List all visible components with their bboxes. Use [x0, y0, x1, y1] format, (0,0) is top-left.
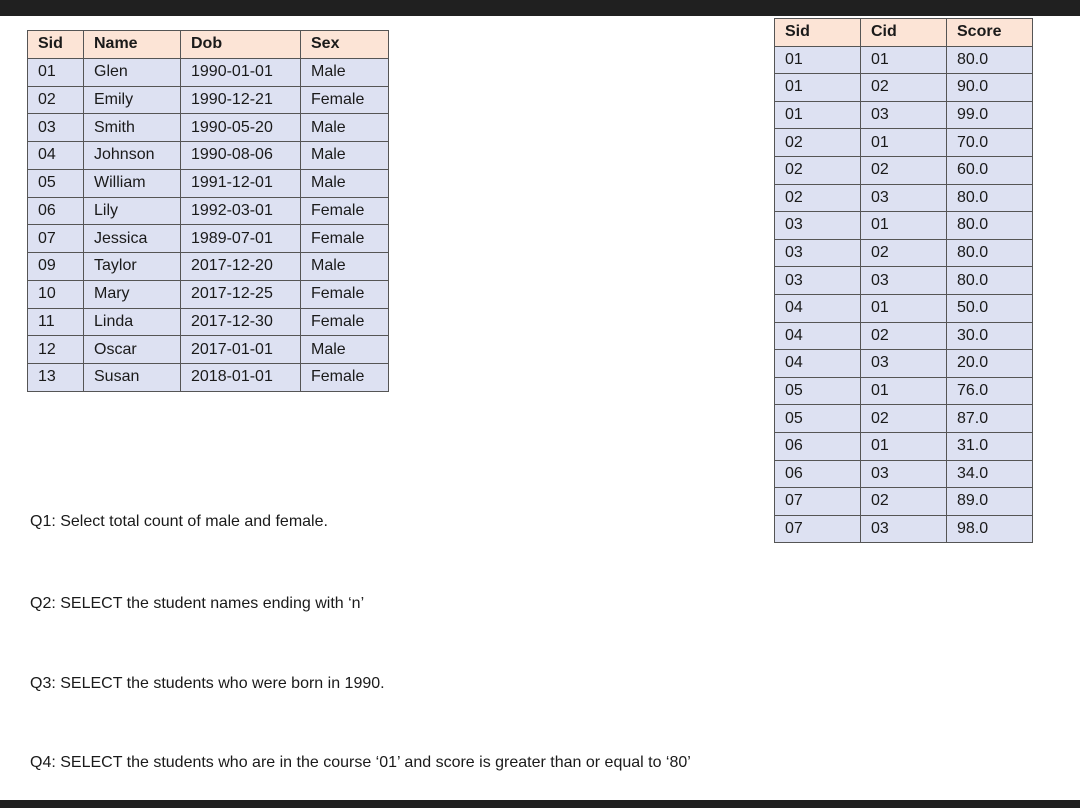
cell-sex: Male [301, 169, 389, 197]
cell-score: 50.0 [947, 294, 1033, 322]
table-row [775, 294, 1033, 322]
cell-sid: 02 [775, 156, 861, 184]
table-row [28, 280, 389, 308]
cell-name: Johnson [84, 142, 181, 170]
cell-sid: 02 [775, 184, 861, 212]
cell-score: 20.0 [947, 350, 1033, 378]
table-row [775, 239, 1033, 267]
cell-score: 99.0 [947, 101, 1033, 129]
cell-sex: Female [301, 225, 389, 253]
table-row [28, 169, 389, 197]
cell-sid: 11 [28, 308, 84, 336]
table-row [775, 432, 1033, 460]
cell-cid: 01 [861, 46, 947, 74]
cell-sid: 12 [28, 336, 84, 364]
cell-cid: 01 [861, 212, 947, 240]
cell-sid: 02 [28, 86, 84, 114]
cell-name: Jessica [84, 225, 181, 253]
cell-sid: 04 [775, 350, 861, 378]
cell-score: 34.0 [947, 460, 1033, 488]
table-row [28, 197, 389, 225]
cell-name: Glen [84, 58, 181, 86]
cell-sid: 04 [775, 322, 861, 350]
cell-sid: 01 [775, 101, 861, 129]
column-header-sid: Sid [28, 31, 84, 59]
cell-score: 76.0 [947, 377, 1033, 405]
table-row [775, 515, 1033, 543]
cell-sid: 05 [775, 405, 861, 433]
cell-cid: 02 [861, 156, 947, 184]
scores-table-body [775, 46, 1033, 543]
cell-sid: 07 [775, 488, 861, 516]
cell-name: Oscar [84, 336, 181, 364]
table-row [28, 58, 389, 86]
table-row [775, 46, 1033, 74]
table-row [775, 322, 1033, 350]
table-row [28, 336, 389, 364]
cell-name: Smith [84, 114, 181, 142]
table-row [775, 267, 1033, 295]
cell-sid: 05 [28, 169, 84, 197]
cell-score: 31.0 [947, 432, 1033, 460]
header-row [775, 19, 1033, 47]
cell-cid: 02 [861, 74, 947, 102]
table-row [775, 184, 1033, 212]
cell-score: 80.0 [947, 212, 1033, 240]
cell-sex: Female [301, 197, 389, 225]
cell-cid: 01 [861, 129, 947, 157]
cell-name: Emily [84, 86, 181, 114]
cell-score: 80.0 [947, 267, 1033, 295]
scores-table [774, 18, 1033, 543]
cell-sid: 06 [775, 460, 861, 488]
table-row [28, 142, 389, 170]
cell-sid: 04 [775, 294, 861, 322]
top-frame-bar [0, 0, 1080, 16]
cell-name: Lily [84, 197, 181, 225]
cell-sid: 03 [775, 239, 861, 267]
column-header-dob: Dob [181, 31, 301, 59]
cell-sid: 07 [28, 225, 84, 253]
cell-sid: 02 [775, 129, 861, 157]
table-row [775, 101, 1033, 129]
cell-sid: 01 [775, 46, 861, 74]
cell-name: Linda [84, 308, 181, 336]
cell-sex: Female [301, 280, 389, 308]
cell-dob: 2017-12-25 [181, 280, 301, 308]
cell-dob: 1990-08-06 [181, 142, 301, 170]
cell-sex: Male [301, 58, 389, 86]
cell-sid: 09 [28, 253, 84, 281]
question-3: Q3: SELECT the students who were born in 1990. [30, 675, 385, 692]
cell-name: Mary [84, 280, 181, 308]
header-row [28, 31, 389, 59]
cell-cid: 02 [861, 405, 947, 433]
cell-sex: Male [301, 114, 389, 142]
cell-sid: 06 [775, 432, 861, 460]
cell-sid: 10 [28, 280, 84, 308]
cell-name: Susan [84, 364, 181, 392]
table-row [775, 488, 1033, 516]
column-header-name: Name [84, 31, 181, 59]
cell-name: William [84, 169, 181, 197]
cell-sid: 07 [775, 515, 861, 543]
cell-dob: 1989-07-01 [181, 225, 301, 253]
scores-table-header [775, 19, 1033, 47]
table-row [775, 129, 1033, 157]
cell-cid: 01 [861, 294, 947, 322]
cell-cid: 03 [861, 515, 947, 543]
cell-cid: 02 [861, 322, 947, 350]
cell-cid: 03 [861, 184, 947, 212]
cell-cid: 03 [861, 460, 947, 488]
cell-score: 80.0 [947, 184, 1033, 212]
cell-score: 98.0 [947, 515, 1033, 543]
table-row [775, 350, 1033, 378]
table-row [28, 364, 389, 392]
cell-dob: 1990-05-20 [181, 114, 301, 142]
cell-sid: 13 [28, 364, 84, 392]
cell-cid: 03 [861, 350, 947, 378]
students-table-body [28, 58, 389, 391]
cell-score: 89.0 [947, 488, 1033, 516]
cell-score: 80.0 [947, 239, 1033, 267]
cell-dob: 2017-01-01 [181, 336, 301, 364]
column-header-cid: Cid [861, 19, 947, 47]
cell-score: 30.0 [947, 322, 1033, 350]
cell-name: Taylor [84, 253, 181, 281]
cell-cid: 02 [861, 239, 947, 267]
cell-dob: 1992-03-01 [181, 197, 301, 225]
students-table [27, 30, 389, 392]
cell-cid: 03 [861, 101, 947, 129]
cell-sex: Female [301, 308, 389, 336]
cell-score: 90.0 [947, 74, 1033, 102]
bottom-frame-bar [0, 800, 1080, 808]
column-header-score: Score [947, 19, 1033, 47]
cell-dob: 2017-12-30 [181, 308, 301, 336]
column-header-sex: Sex [301, 31, 389, 59]
cell-sid: 03 [28, 114, 84, 142]
question-2: Q2: SELECT the student names ending with ‘n’ [30, 595, 365, 612]
table-row [28, 253, 389, 281]
table-row [28, 86, 389, 114]
table-row [775, 377, 1033, 405]
question-4: Q4: SELECT the students who are in the course ‘01’ and score is greater than or equal to ‘80’ [30, 754, 691, 771]
cell-sex: Male [301, 336, 389, 364]
table-row [775, 405, 1033, 433]
question-1: Q1: Select total count of male and female. [30, 513, 328, 530]
cell-dob: 2017-12-20 [181, 253, 301, 281]
cell-cid: 01 [861, 432, 947, 460]
cell-sid: 01 [775, 74, 861, 102]
cell-cid: 03 [861, 267, 947, 295]
cell-score: 80.0 [947, 46, 1033, 74]
cell-sid: 01 [28, 58, 84, 86]
table-row [28, 114, 389, 142]
table-row [775, 74, 1033, 102]
cell-dob: 2018-01-01 [181, 364, 301, 392]
cell-sex: Male [301, 142, 389, 170]
column-header-sid: Sid [775, 19, 861, 47]
students-table-header [28, 31, 389, 59]
cell-sex: Female [301, 364, 389, 392]
table-row [775, 156, 1033, 184]
table-row [28, 308, 389, 336]
table-row [775, 212, 1033, 240]
table-row [28, 225, 389, 253]
cell-sex: Female [301, 86, 389, 114]
cell-dob: 1990-12-21 [181, 86, 301, 114]
cell-cid: 02 [861, 488, 947, 516]
cell-dob: 1990-01-01 [181, 58, 301, 86]
cell-sid: 03 [775, 212, 861, 240]
cell-score: 70.0 [947, 129, 1033, 157]
cell-score: 87.0 [947, 405, 1033, 433]
table-row [775, 460, 1033, 488]
cell-cid: 01 [861, 377, 947, 405]
cell-sid: 04 [28, 142, 84, 170]
cell-sid: 03 [775, 267, 861, 295]
cell-sid: 05 [775, 377, 861, 405]
cell-sex: Male [301, 253, 389, 281]
cell-sid: 06 [28, 197, 84, 225]
cell-dob: 1991-12-01 [181, 169, 301, 197]
cell-score: 60.0 [947, 156, 1033, 184]
